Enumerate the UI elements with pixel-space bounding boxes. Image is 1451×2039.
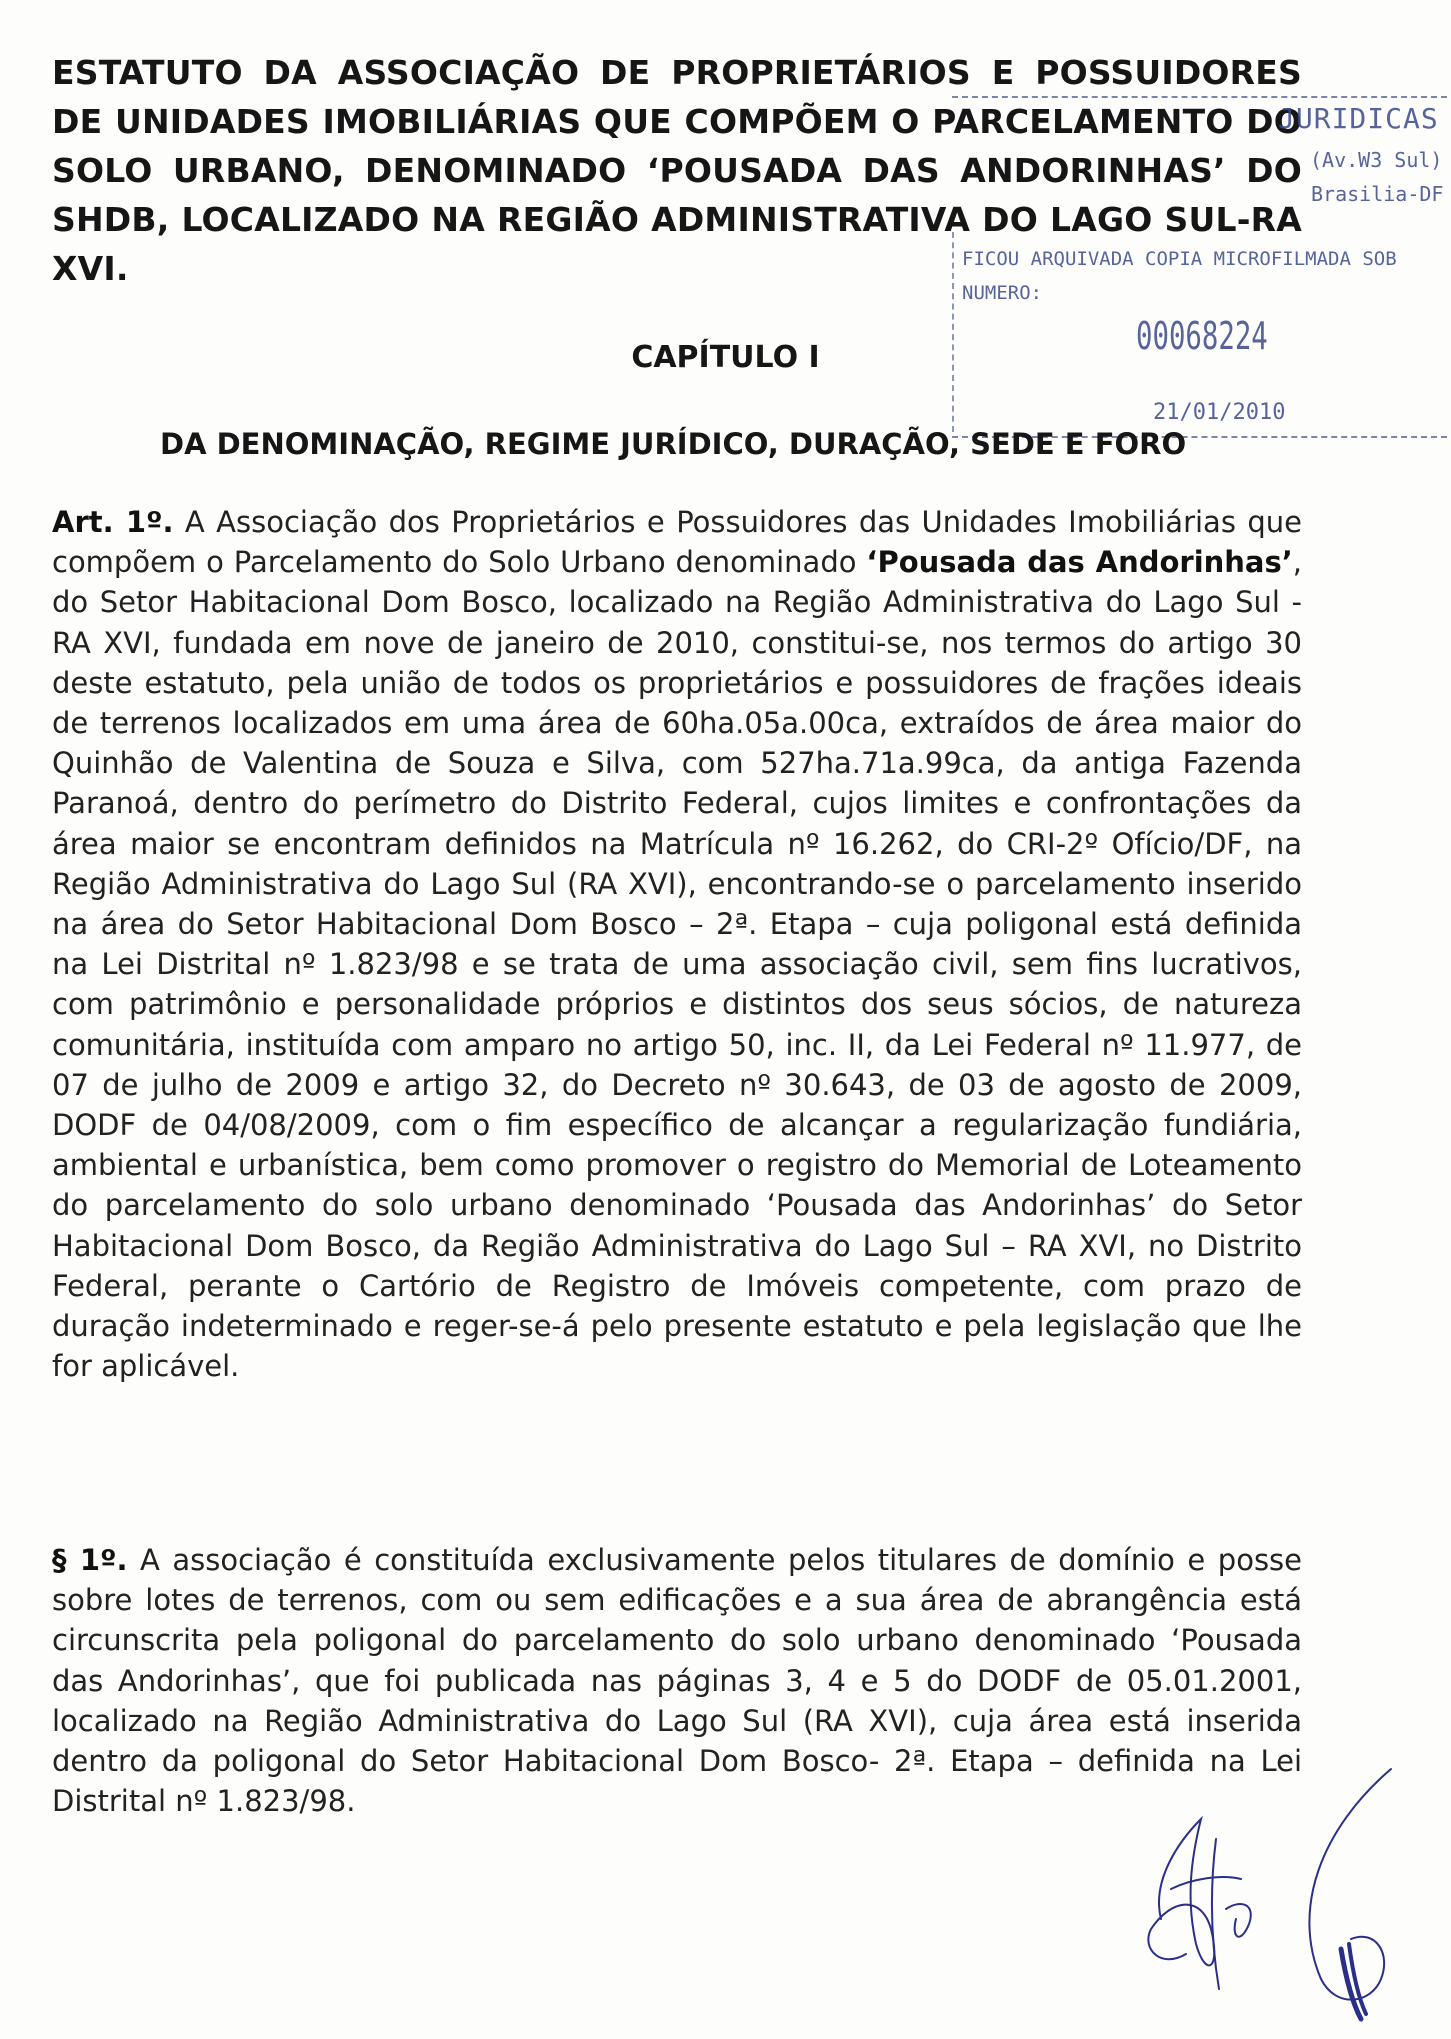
article-1-highlight: ‘Pousada das Andorinhas’ xyxy=(866,545,1293,580)
stamp-date: 21/01/2010 xyxy=(1153,400,1286,425)
stamp-number: 00068224 xyxy=(1136,314,1268,358)
chapter-subtitle: DA DENOMINAÇÃO, REGIME JURÍDICO, DURAÇÃO, SEDE E FORO xyxy=(160,427,1187,461)
stamp-line-3: Brasilia-DF xyxy=(1311,182,1444,206)
stamp-line-1: JURIDICAS xyxy=(1278,102,1439,135)
document-title: ESTATUTO DA ASSOCIAÇÃO DE PROPRIETÁRIOS E POSSUIDORES DE UNIDADES IMOBILIÁRIAS QUE COMPÕEM O PARCELAMENTO DO SOLO URBANO, DENOMINADO ‘POUSADA DAS ANDORINHAS’ DO SHDB, LOCALIZADO NA REGIÃO ADMINISTRATIVA DO LAGO SUL-RA XVI. xyxy=(52,53,1302,288)
article-1-text-b: , do Setor Habitacional Dom Bosco, localizado na Região Administrativa do Lago Sul - RA XVI, fundada em nove de janeiro de 2010, constitui-se, nos termos do artigo 30 deste estatuto, pela união de todos os proprietários e possuidores de frações ideais de terrenos localizados em uma área de 60ha.05a.00ca, extraídos de área maior do Quinhão de Valentina de Souza e Silva, com 527ha.71a.99ca, da antiga Fazenda Paranoá, dentro do perímetro do Distrito Federal, cujos limites e confrontações da área maior se encontram definidos na Matrícula nº 16.262, do CRI-2º Ofício/DF, na Região Administrativa do Lago Sul (RA XVI), encontrando-se o parcelamento inserido na área do Setor Habitacional Dom Bosco – 2ª. Etapa – cuja poligonal está definida na Lei Distrital nº 1.823/98 e se trata de uma associação civil, sem fins lucrativos, com patrimônio e personalidade próprios e distintos dos seus sócios, de natureza comunitária, instituída com amparo no artigo 50, inc. II, da Lei Federal nº 11.977, de 07 de julho de 2009 e artigo 32, do Decreto nº 30.643, de 03 de agosto de 2009, DODF de 04/08/2009, com o fim específico de alcançar a regularização fundiária, ambiental e urbanística, bem como promover o registro do Memorial de Loteamento do parcelamento do solo urbano denominado ‘Pousada das Andorinhas’ do Setor Habitacional Dom Bosco, da Região Administrativa do Lago Sul – RA XVI, no Distrito Federal, perante o Cartório de Registro de Imóveis competente, com prazo de duração indeterminado e reger-se-á pelo presente estatuto e pela legislação que lhe for aplicável. xyxy=(52,545,1302,1384)
chapter-heading: CAPÍTULO I xyxy=(631,340,820,375)
stamp-line-5: NUMERO: xyxy=(962,282,1043,304)
stamp-line-2: (Av.W3 Sul) xyxy=(1310,148,1443,172)
article-1-label: Art. 1º. xyxy=(52,505,174,539)
handwritten-signature xyxy=(1091,1729,1421,2029)
signature-strokes xyxy=(1148,1769,1391,2019)
article-1 xyxy=(52,502,1302,1386)
article-1-text-a: A Associação dos Proprietários e Possuidores das Unidades Imobiliárias que compõem o Parcelamento do Solo Urbano denominado xyxy=(52,505,1302,580)
stamp-line-4: FICOU ARQUIVADA COPIA MICROFILMADA SOB xyxy=(962,248,1397,270)
paragraph-1-label: § 1º. xyxy=(52,1543,128,1577)
paragraph-1-text: A associação é constituída exclusivamente pelos titulares de domínio e posse sobre lotes de terrenos, com ou sem edificações e a sua área de abrangência está circunscrita pela poligonal do parcelamento do solo urbano denominado ‘Pousada das Andorinhas’, que foi publicada nas páginas 3, 4 e 5 do DODF de 05.01.2001, localizado na Região Administrativa do Lago Sul (RA XVI), cuja área está inserida dentro da poligonal do Setor Habitacional Dom Bosco- 2ª. Etapa – definida na Lei Distrital nº 1.823/98. xyxy=(52,1543,1303,1819)
